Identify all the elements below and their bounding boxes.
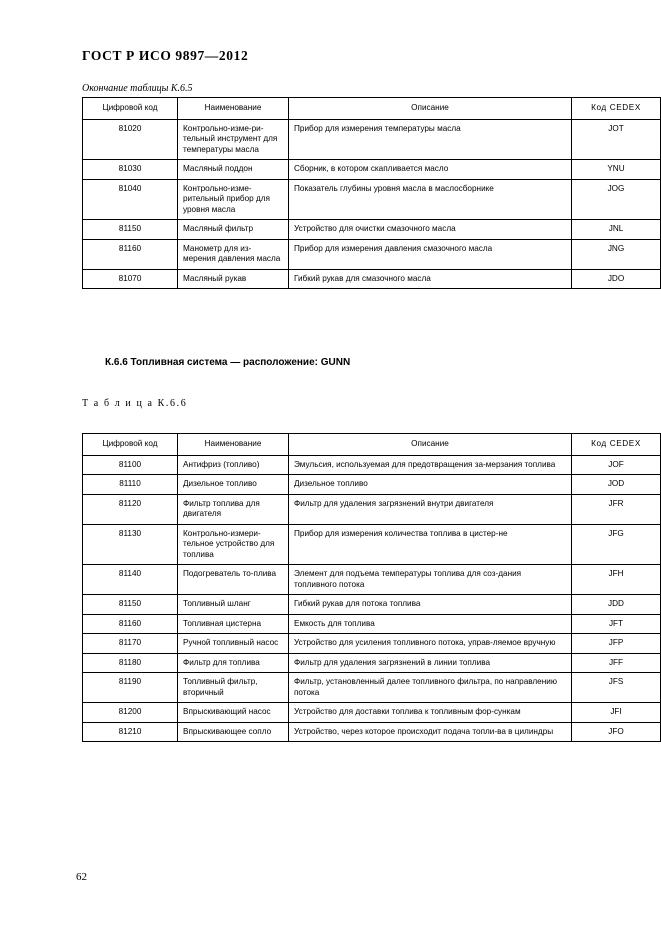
cell-description: Эмульсия, используемая для предотвращения за-мерзания топлива [289, 455, 572, 475]
table-row [83, 160, 661, 180]
fuel-system-table [82, 433, 661, 742]
column-header-code: Цифровой код [83, 434, 178, 456]
cell-name: Впрыскивающий насос [178, 703, 289, 723]
cell-cedex: JDD [572, 595, 661, 615]
cell-code: 81020 [83, 119, 178, 160]
table-row [83, 494, 661, 524]
page-number: 62 [76, 871, 87, 883]
table-body [83, 119, 661, 289]
cell-description: Гибкий рукав для смазочного масла [289, 269, 572, 289]
table-row [83, 634, 661, 654]
table-header-row [83, 98, 661, 120]
document-header: ГОСТ Р ИСО 9897—2012 [82, 48, 249, 63]
cell-code: 81130 [83, 524, 178, 565]
cell-description: Показатель глубины уровня масла в маслосборнике [289, 179, 572, 220]
cell-name: Контрольно-изме-рительный прибор для уровня масла [178, 179, 289, 220]
table-row [83, 475, 661, 495]
table-row [83, 703, 661, 723]
cell-code: 81170 [83, 634, 178, 654]
table-row [83, 119, 661, 160]
cell-description: Прибор для измерения давления смазочного масла [289, 239, 572, 269]
cell-cedex: JFH [572, 565, 661, 595]
cell-name: Ручной топливный насос [178, 634, 289, 654]
table-row [83, 239, 661, 269]
column-header-cedex: Код CEDEX [572, 434, 661, 456]
cell-name: Манометр для из-мерения давления масла [178, 239, 289, 269]
column-header-name: Наименование [178, 98, 289, 120]
cell-cedex: JDO [572, 269, 661, 289]
cell-cedex: JFS [572, 673, 661, 703]
cell-description: Устройство, через которое происходит подача топли-ва в цилиндры [289, 722, 572, 742]
cell-name: Масляный рукав [178, 269, 289, 289]
cell-name: Контрольно-измери-тельное устройство для топлива [178, 524, 289, 565]
cell-code: 81160 [83, 614, 178, 634]
column-header-cedex: Код CEDEX [572, 98, 661, 120]
cell-code: 81070 [83, 269, 178, 289]
cell-code: 81210 [83, 722, 178, 742]
table-row [83, 565, 661, 595]
table-row [83, 455, 661, 475]
cell-name: Фильтр топлива для двигателя [178, 494, 289, 524]
cell-description: Устройство для доставки топлива к топливным фор-сункам [289, 703, 572, 723]
table-row [83, 653, 661, 673]
table-continuation-caption: Окончание таблицы К.6.5 [82, 83, 193, 94]
cell-name: Топливный фильтр, вторичный [178, 673, 289, 703]
cell-code: 81040 [83, 179, 178, 220]
cell-description: Емкость для топлива [289, 614, 572, 634]
table-row [83, 673, 661, 703]
cell-cedex: JFP [572, 634, 661, 654]
column-header-code: Цифровой код [83, 98, 178, 120]
cell-description: Фильтр для удаления загрязнений в линии топлива [289, 653, 572, 673]
cell-description: Устройство для усиления топливного потока, управ-ляемое вручную [289, 634, 572, 654]
table-row [83, 220, 661, 240]
cell-code: 81200 [83, 703, 178, 723]
cell-description: Прибор для измерения количества топлива в цистер-не [289, 524, 572, 565]
cell-code: 81120 [83, 494, 178, 524]
cell-cedex: JNG [572, 239, 661, 269]
cell-cedex: JOG [572, 179, 661, 220]
cell-description: Устройство для очистки смазочного масла [289, 220, 572, 240]
cell-name: Масляный фильтр [178, 220, 289, 240]
cell-cedex: JFR [572, 494, 661, 524]
cell-code: 81030 [83, 160, 178, 180]
cell-name: Дизельное топливо [178, 475, 289, 495]
cell-code: 81110 [83, 475, 178, 495]
cell-description: Прибор для измерения температуры масла [289, 119, 572, 160]
table-row [83, 269, 661, 289]
cell-code: 81150 [83, 595, 178, 615]
cell-name: Фильтр для топлива [178, 653, 289, 673]
cell-name: Масляный поддон [178, 160, 289, 180]
cell-name: Подогреватель то-плива [178, 565, 289, 595]
column-header-name: Наименование [178, 434, 289, 456]
cell-description: Фильтр, установленный далее топливного фильтра, по направлению потока [289, 673, 572, 703]
oil-system-table [82, 97, 661, 289]
cell-description: Элемент для подъема температуры топлива для соз-дания топливного потока [289, 565, 572, 595]
cell-name: Впрыскивающее сопло [178, 722, 289, 742]
cell-code: 81100 [83, 455, 178, 475]
cell-name: Контрольно-изме-ри-тельный инструмент для температуры масла [178, 119, 289, 160]
table-label: Т а б л и ц а К.6.6 [82, 398, 188, 409]
cell-cedex: JOT [572, 119, 661, 160]
cell-description: Гибкий рукав для потока топлива [289, 595, 572, 615]
table-row [83, 179, 661, 220]
cell-name: Топливный шланг [178, 595, 289, 615]
table-body [83, 455, 661, 742]
section-heading: К.6.6 Топливная система — расположение: GUNN [105, 357, 351, 368]
cell-description: Фильтр для удаления загрязнений внутри двигателя [289, 494, 572, 524]
column-header-description: Описание [289, 98, 572, 120]
cell-cedex: JFO [572, 722, 661, 742]
cell-code: 81140 [83, 565, 178, 595]
table-row [83, 595, 661, 615]
cell-code: 81160 [83, 239, 178, 269]
cell-cedex: JOD [572, 475, 661, 495]
cell-code: 81180 [83, 653, 178, 673]
cell-cedex: JNL [572, 220, 661, 240]
cell-description: Дизельное топливо [289, 475, 572, 495]
cell-cedex: JFF [572, 653, 661, 673]
cell-name: Антифриз (топливо) [178, 455, 289, 475]
cell-name: Топливная цистерна [178, 614, 289, 634]
cell-cedex: JFT [572, 614, 661, 634]
cell-description: Сборник, в котором скапливается масло [289, 160, 572, 180]
table-header-row [83, 434, 661, 456]
cell-code: 81190 [83, 673, 178, 703]
cell-cedex: YNU [572, 160, 661, 180]
cell-cedex: JOF [572, 455, 661, 475]
table-row [83, 614, 661, 634]
cell-code: 81150 [83, 220, 178, 240]
cell-cedex: JFI [572, 703, 661, 723]
cell-cedex: JFG [572, 524, 661, 565]
table-row [83, 722, 661, 742]
table-row [83, 524, 661, 565]
column-header-description: Описание [289, 434, 572, 456]
